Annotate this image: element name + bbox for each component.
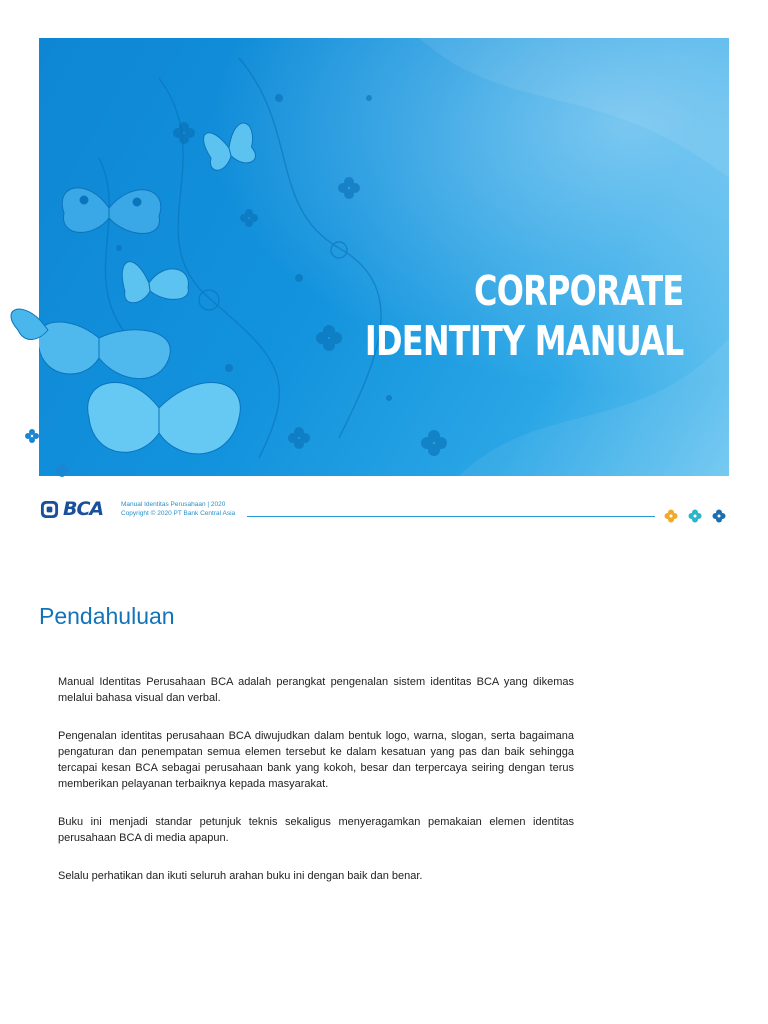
footer-meta — [121, 500, 235, 518]
butterfly-decoration — [39, 38, 729, 476]
paragraph: Selalu perhatikan dan ikuti seluruh arahan buku ini dengan baik dan benar. — [58, 870, 423, 882]
page-footer — [39, 494, 729, 526]
footer-dots — [663, 508, 729, 524]
cover-banner — [39, 38, 729, 476]
flower-dot-icon — [689, 510, 702, 523]
flower-dot-icon — [665, 510, 678, 523]
butterfly-icon — [0, 300, 120, 500]
paragraph: Manual Identitas Perusahaan BCA adalah perangkat pengenalan sistem identitas BCA yang dikemas melalui bahasa visual dan verbal. — [58, 676, 574, 704]
paragraph: Pengenalan identitas perusahaan BCA diwujudkan dalam bentuk logo, warna, slogan, serta bagaimana pengaturan dan penempatan semua elemen tersebut ke dalam kesatuan yang pas dan baik sehingga tercapai kesan BCA sebagai perusahaan bank yang kokoh, besar dan terpercaya seiring dengan terus memberikan pelayanan terbaiknya kepada masyarakat. — [58, 730, 574, 790]
footer-divider — [247, 516, 655, 517]
cover-title — [364, 266, 683, 366]
footer-manual-line: Manual Identitas Perusahaan | 2020 — [121, 501, 226, 508]
bca-mark-icon — [40, 500, 59, 519]
footer-copyright: Copyright © 2020 PT Bank Central Asia — [121, 510, 236, 517]
flower-dot-icon — [713, 510, 726, 523]
bca-logo-text: BCA — [63, 498, 104, 520]
section-heading: Pendahuluan — [39, 603, 175, 629]
cover-title-line1: CORPORATE — [473, 267, 683, 315]
section-body — [58, 674, 574, 906]
cover-title-line2: IDENTITY MANUAL — [364, 317, 683, 365]
paragraph: Buku ini menjadi standar petunjuk teknis sekaligus menyeragamkan pemakaian elemen identitas perusahaan BCA di media apapun. — [58, 816, 574, 844]
bca-logo — [39, 498, 109, 522]
